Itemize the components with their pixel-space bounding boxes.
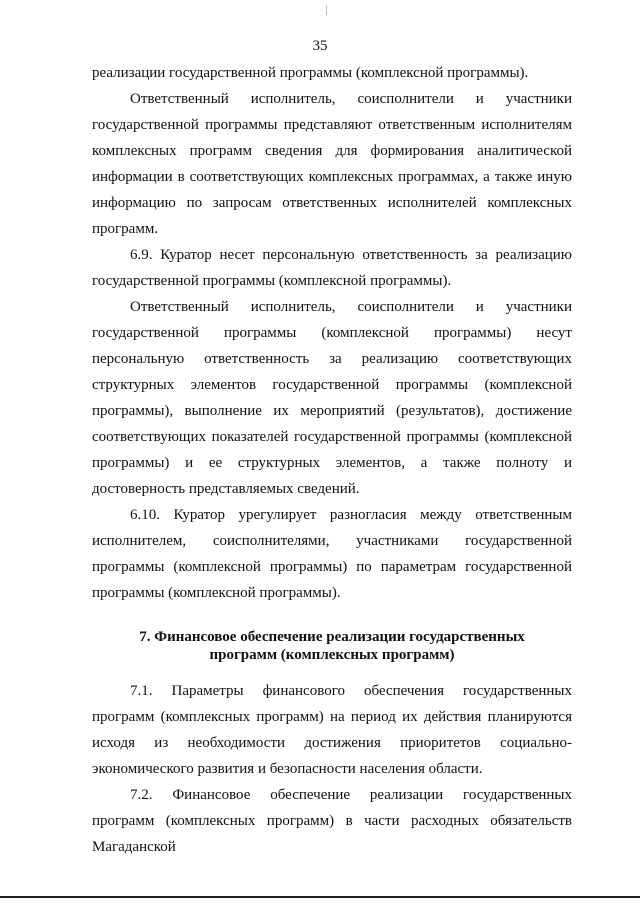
paragraph-6-10: 6.10. Куратор урегулирует разногласия между ответственным исполнителем, соисполнителями, участниками государственной программы (комплексной программы) по параметрам государственной программы (комплексной программы). (92, 507, 572, 601)
paragraph-responsibility: Ответственный исполнитель, соисполнители и участники государственной программы (комплексной программы) несут персональную ответственность за реализацию соответствующих структурных элементов государственной программы (комплексной программы), выполнение их мероприятий (результатов), достижение соответствующих показателей государственной программы (комплексной программы) и ее структурных элементов, а также полноту и достоверность представляемых сведений. (92, 299, 572, 497)
bottom-edge-line (0, 896, 640, 898)
paragraph-6-9: 6.9. Куратор несет персональную ответственность за реализацию государственной программы (комплексной программы). (92, 247, 572, 289)
section-heading-7: 7. Финансовое обеспечение реализации государственных программ (комплексных программ) (139, 629, 525, 663)
document-body (92, 60, 572, 860)
paragraph-7-2: 7.2. Финансовое обеспечение реализации государственных программ (комплексных программ) в части расходных обязательств Магаданской (92, 787, 572, 855)
paragraph-continuation: реализации государственной программы (комплексной программы). (92, 65, 529, 81)
paragraph-7-1: 7.1. Параметры финансового обеспечения государственных программ (комплексных программ) на период их действия планируются исходя из необходимости достижения приоритетов социально-экономического развития и безопасности населения области. (92, 683, 572, 777)
paragraph-reporting: Ответственный исполнитель, соисполнители и участники государственной программы представляют ответственным исполнителям комплексных программ сведения для формирования аналитической информации в соответствующих комплексных программах, а также иную информацию по запросам ответственных исполнителей комплексных программ. (92, 91, 572, 237)
scan-mark (326, 6, 327, 15)
page-number: 35 (312, 38, 328, 54)
